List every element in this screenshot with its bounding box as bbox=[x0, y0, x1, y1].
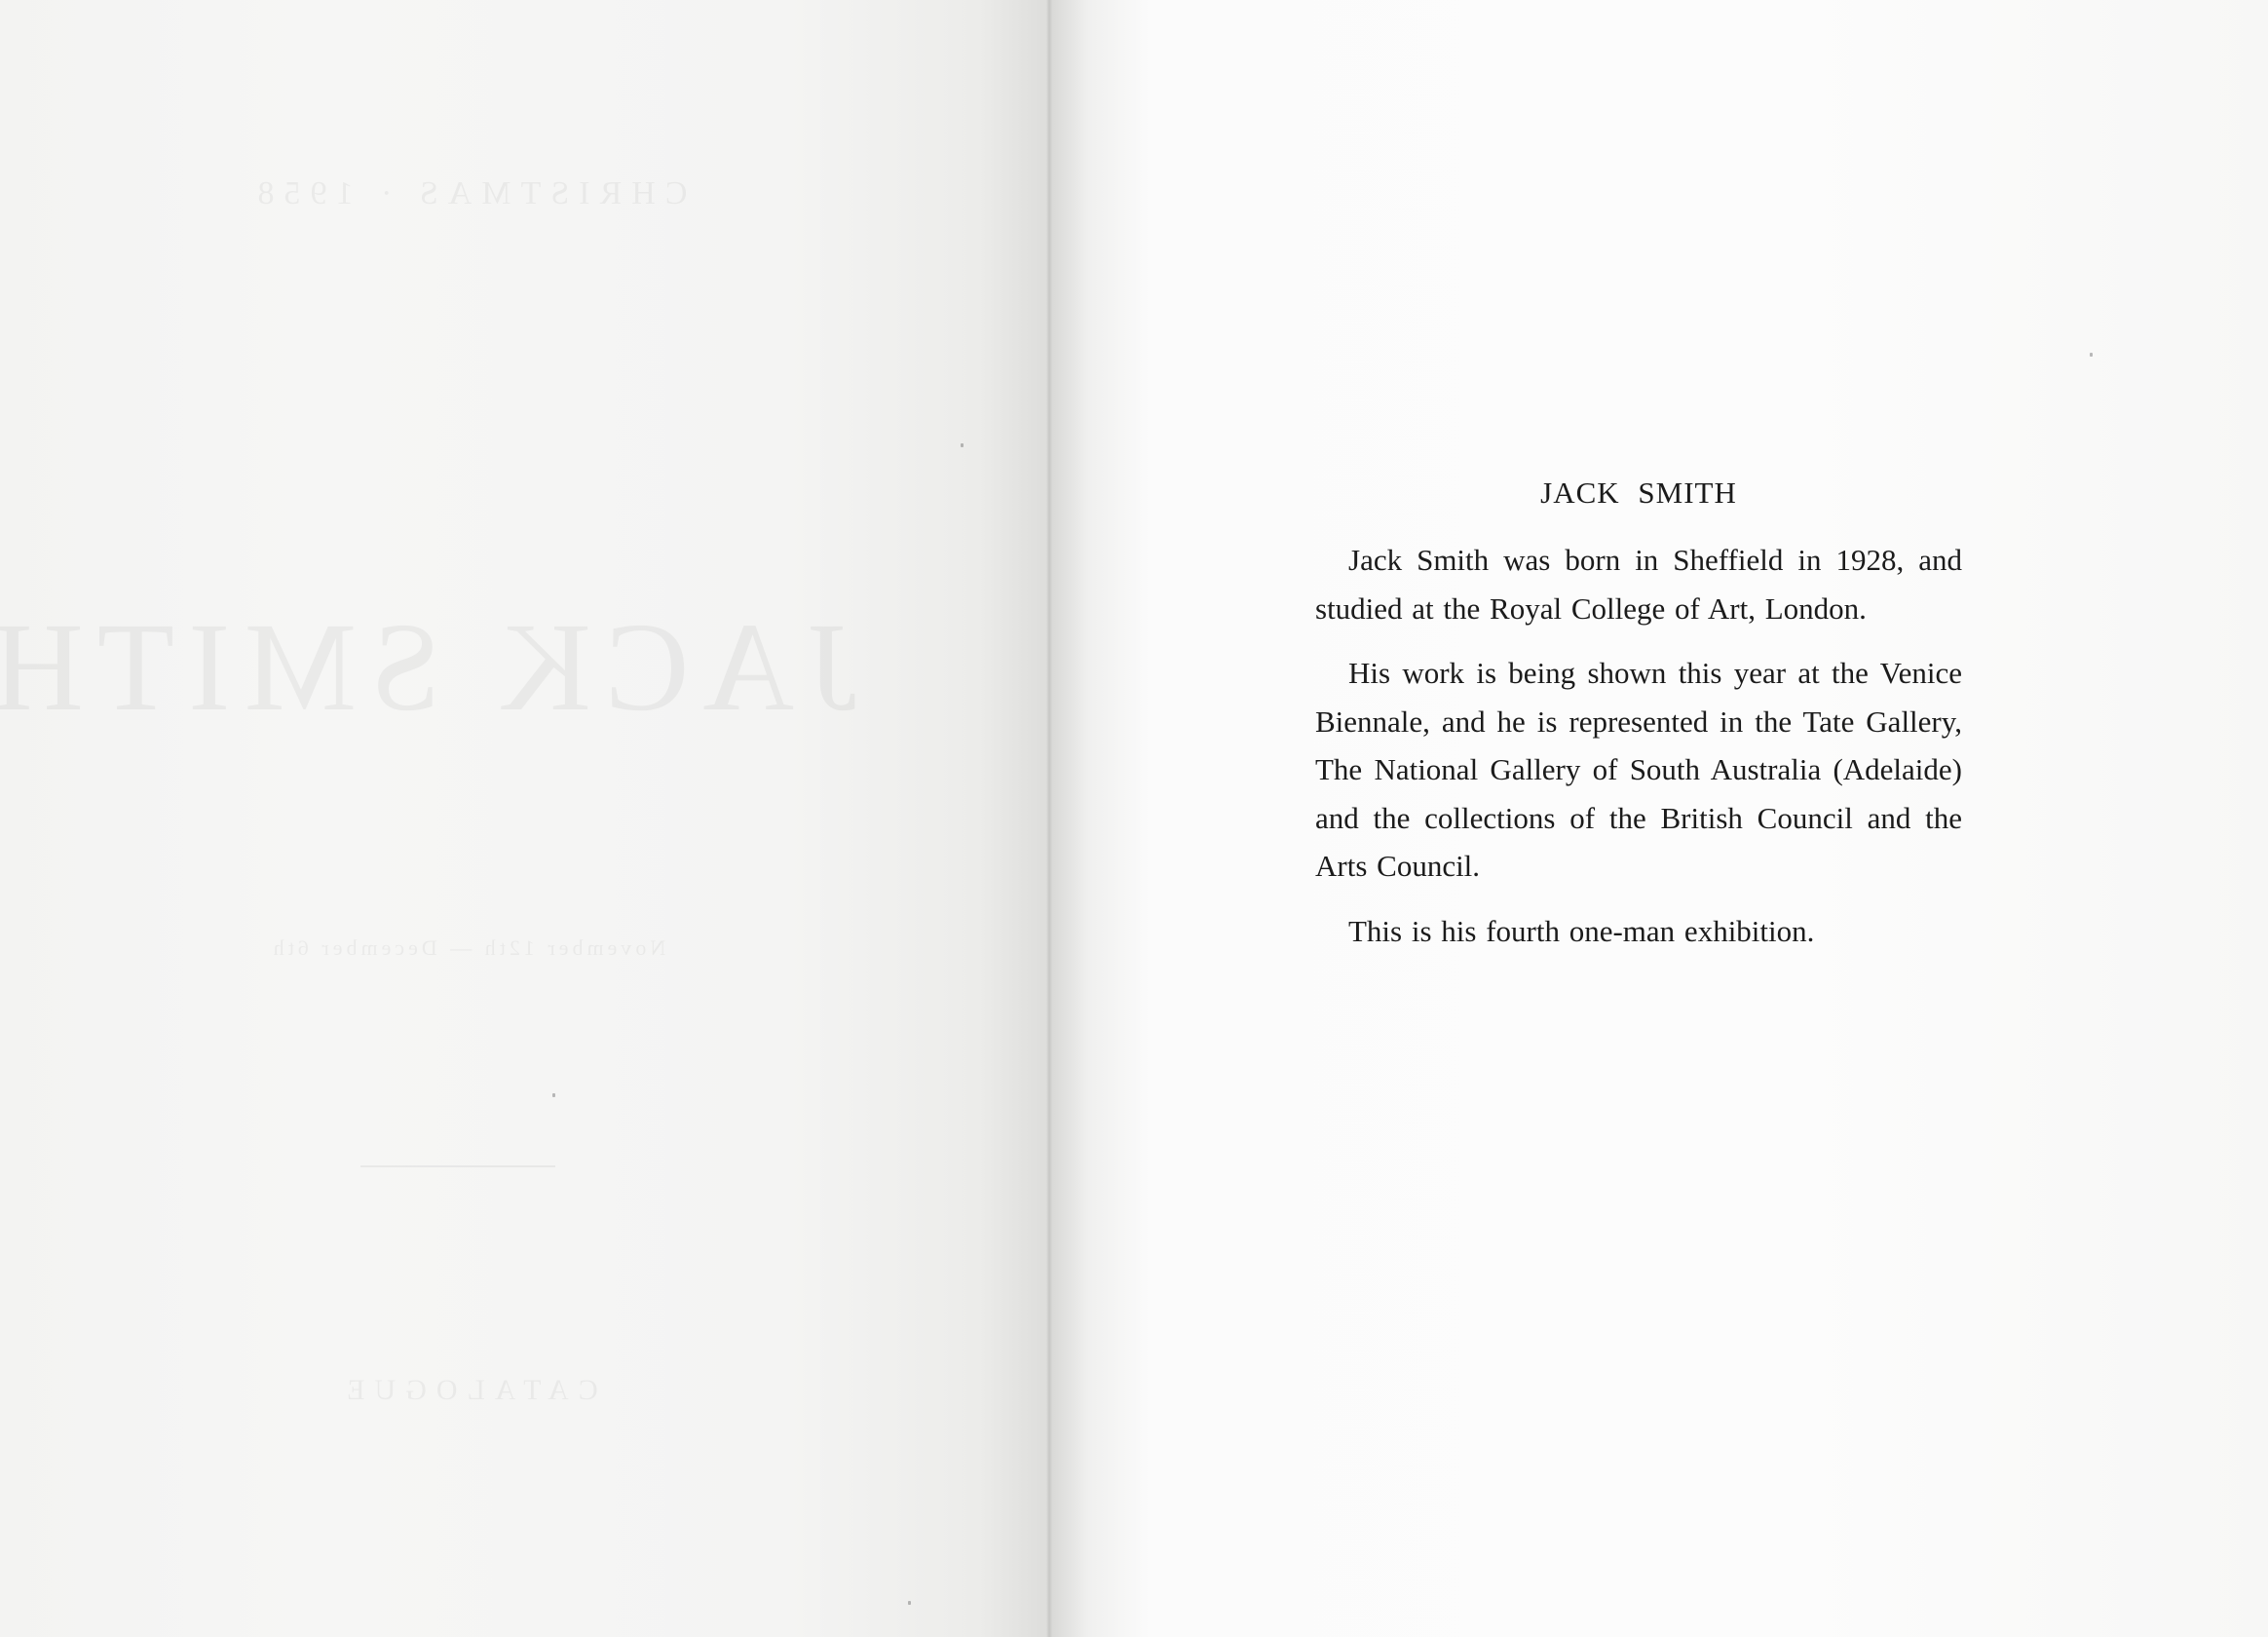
paragraph-exhibition: This is his fourth one-man exhibition. bbox=[1348, 913, 1815, 948]
paper-speck bbox=[908, 1601, 911, 1605]
paper-speck bbox=[961, 443, 964, 447]
paper-speck bbox=[552, 1093, 555, 1097]
paragraph-work: His work is being shown this year at the Venice Biennale, and he is represented in the Tate Gallery, The National Gallery of South Australia (Adelaide) and the collections of the British Council and the Arts Council. bbox=[1315, 656, 1962, 883]
show-through-subtitle bbox=[224, 935, 711, 961]
show-through-top-line bbox=[107, 175, 828, 212]
paragraph-birth: Jack Smith was born in Sheffield in 1928, and studied at the Royal College of Art, London. bbox=[1315, 543, 1962, 626]
show-through-rule bbox=[360, 1165, 555, 1167]
left-page bbox=[0, 0, 1052, 1637]
page-heading: JACK SMITH bbox=[1540, 476, 1737, 510]
show-through-title bbox=[58, 594, 857, 741]
biography-text-block bbox=[1315, 472, 1962, 971]
paper-speck bbox=[2090, 353, 2093, 357]
show-through-footer bbox=[292, 1374, 643, 1407]
